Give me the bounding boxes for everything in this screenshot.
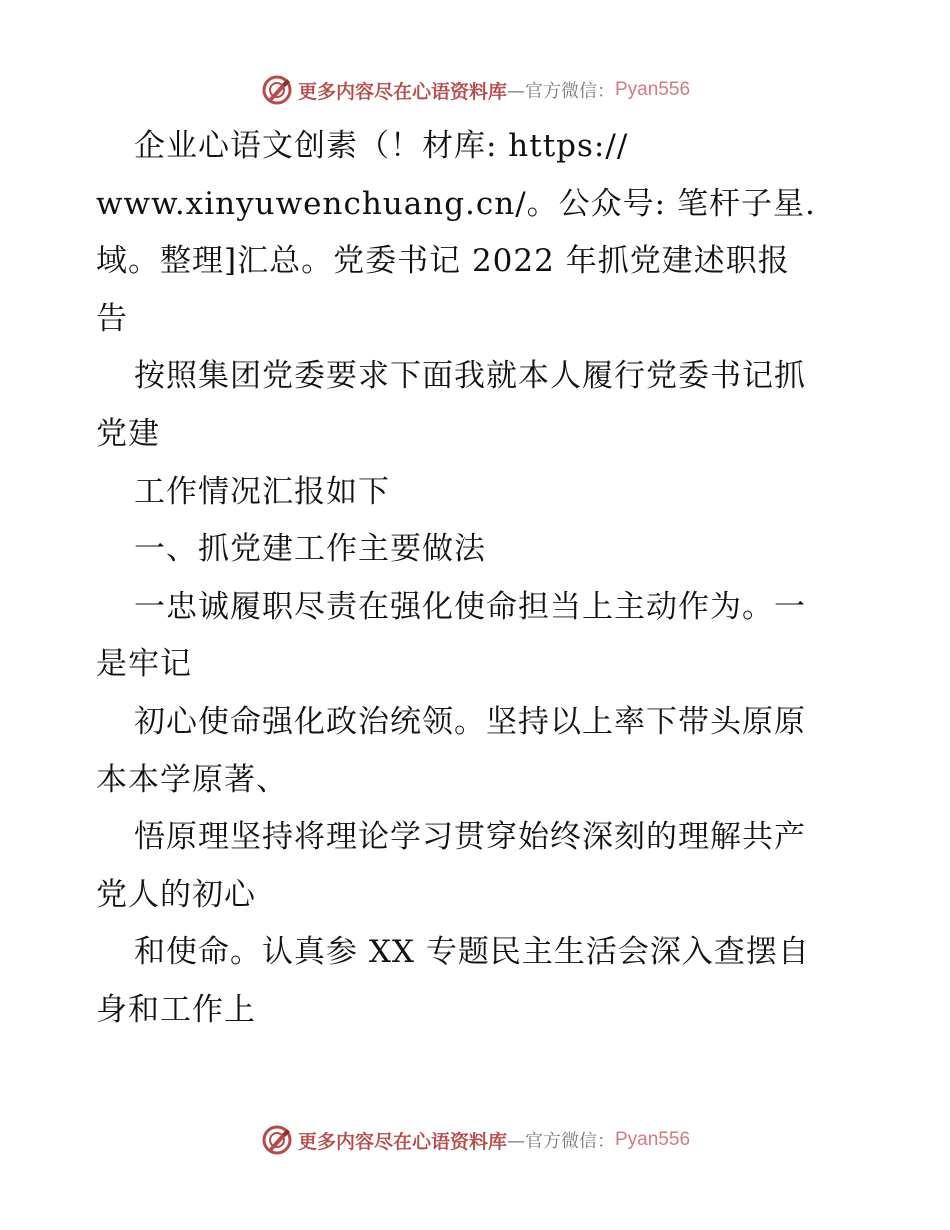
doc-line: 一、抓党建工作主要做法	[134, 531, 486, 568]
pen-logo-icon	[260, 1123, 294, 1157]
doc-line: 告	[96, 300, 128, 337]
doc-line: 域。整理]汇总。党委书记 2022 年抓党建述职报	[96, 243, 790, 280]
banner-wechat-label: —官方微信：	[507, 1131, 615, 1152]
banner-wechat-label: —官方微信：	[507, 81, 615, 102]
doc-line: 按照集团党委要求下面我就本人履行党委书记抓	[134, 358, 806, 395]
doc-line: 工作情况汇报如下	[134, 473, 390, 510]
doc-line: 身和工作上	[96, 991, 256, 1028]
doc-line: 初心使命强化政治统领。坚持以上率下带头原原	[134, 703, 806, 740]
banner-site-text: 更多内容尽在心语资料库	[297, 1130, 507, 1153]
doc-line: 企业心语文创素（！材库: https://	[134, 128, 629, 164]
doc-line: 党人的初心	[96, 876, 256, 913]
document-body	[96, 118, 856, 1040]
footer-banner	[0, 1120, 950, 1160]
banner-wechat-id: Pyan556	[615, 1129, 691, 1150]
doc-line: 党建	[96, 415, 160, 452]
pen-logo-icon	[260, 73, 294, 107]
banner-wechat-id: Pyan556	[615, 79, 691, 100]
doc-line: 和使命。认真参 XX 专题民主生活会深入查摆自	[134, 934, 810, 971]
header-banner	[0, 70, 950, 110]
doc-line: www.xinyuwenchuang.cn/。公众号: 笔杆子星.	[96, 185, 816, 222]
doc-line: 悟原理坚持将理论学习贯穿始终深刻的理解共产	[134, 819, 806, 856]
doc-line: 一忠诚履职尽责在强化使命担当上主动作为。一	[134, 588, 806, 625]
banner-site-text: 更多内容尽在心语资料库	[297, 80, 507, 103]
doc-line: 本本学原著、	[96, 761, 288, 798]
doc-line: 是牢记	[96, 646, 192, 683]
